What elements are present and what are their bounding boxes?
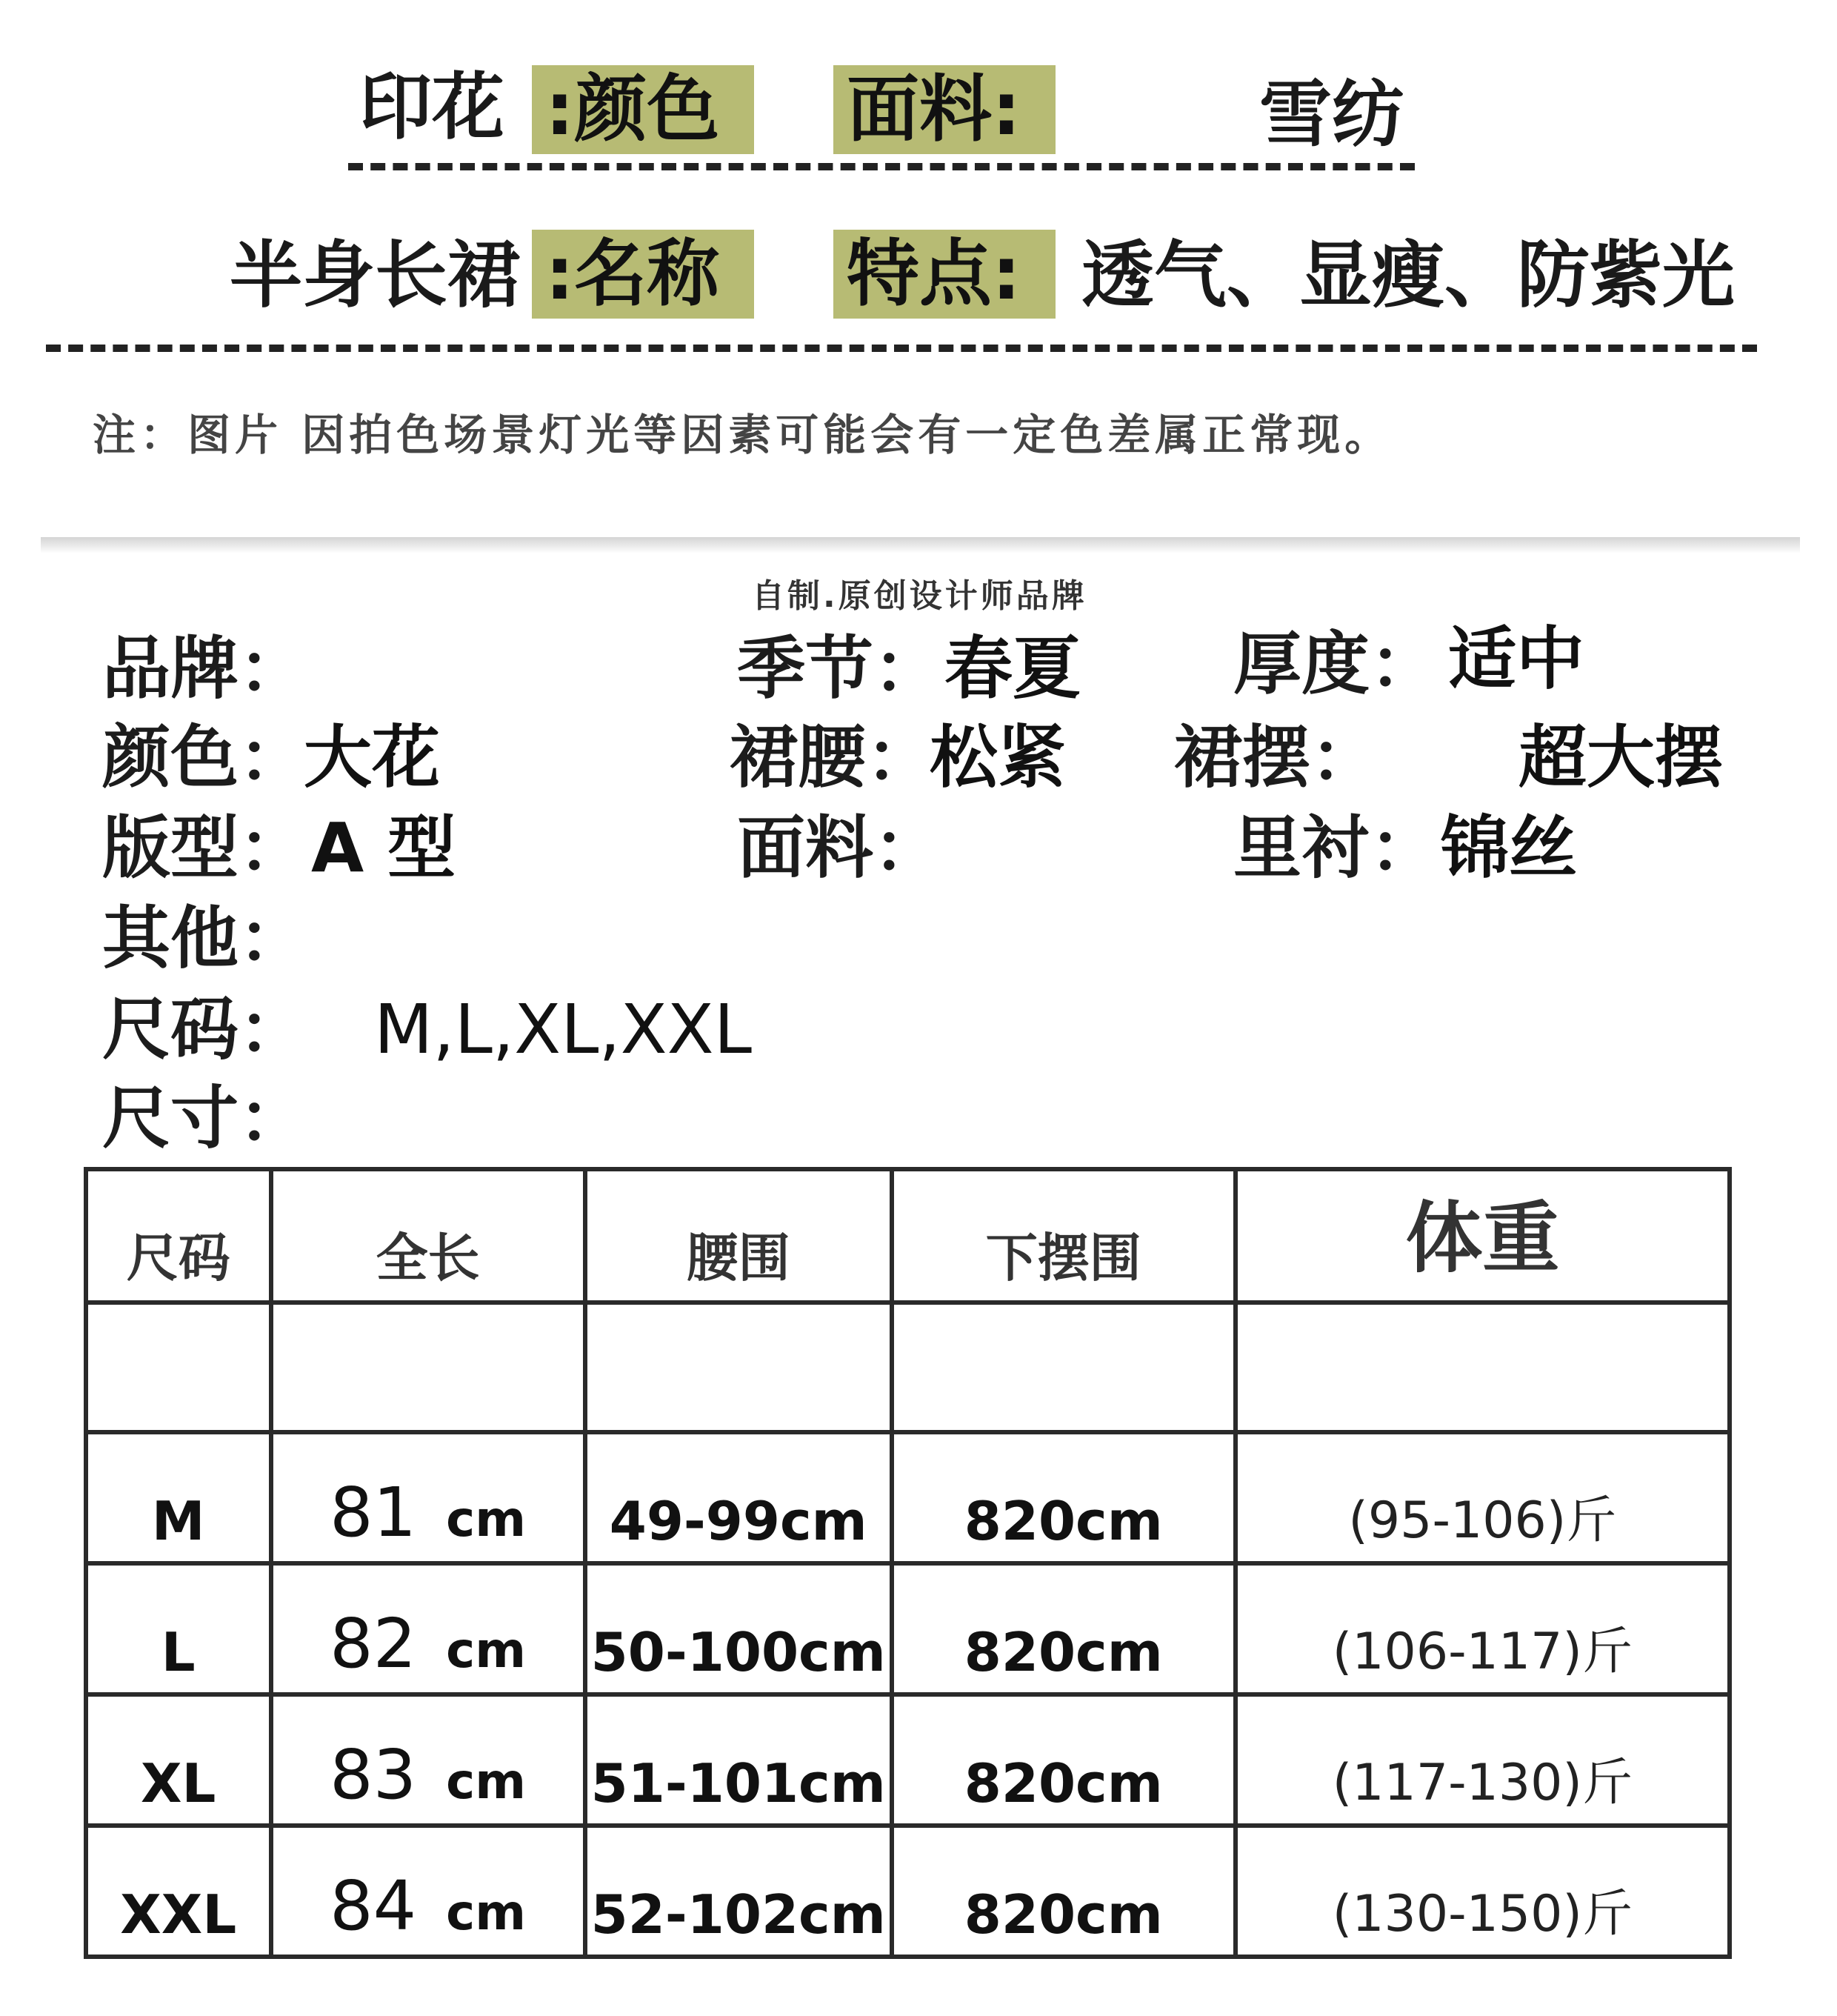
sizes-value: M,L,XL,XXL xyxy=(374,990,752,1069)
row-weight: (106-117)斤 xyxy=(1236,1563,1730,1694)
sizes-label: 尺码： xyxy=(102,990,307,1069)
name-label: :名称 xyxy=(532,230,754,319)
lining-label: 里衬： xyxy=(1233,808,1438,888)
other-label: 其他： xyxy=(102,899,307,978)
length-unit: cm xyxy=(446,1753,527,1810)
brand-label: 品牌： xyxy=(102,629,307,708)
fabric-label: 面料: xyxy=(833,65,1056,154)
row-waist: 49-99cm xyxy=(585,1432,892,1563)
season-value: 春夏 xyxy=(944,629,1081,708)
fabric-value: 雪纺 xyxy=(1259,73,1405,157)
row-weight: (95-106)斤 xyxy=(1236,1432,1730,1563)
row-waist: 51-101cm xyxy=(585,1694,892,1826)
waist-label: 裙腰： xyxy=(730,718,935,797)
length-value: 81 xyxy=(330,1473,417,1552)
hem-value: 超大摆 xyxy=(1518,718,1724,797)
table-header-row xyxy=(86,1169,1730,1303)
thickness-label: 厚度： xyxy=(1233,625,1438,704)
color-difference-note: 注：图片 因拍色场景灯光等因素可能会有一定色差属正常现。 xyxy=(93,410,1393,460)
row-size: L xyxy=(86,1563,271,1694)
length-value: 84 xyxy=(330,1866,417,1946)
feature-label: 特点: xyxy=(833,230,1056,319)
row-length xyxy=(271,1826,585,1957)
row-waist: 52-102cm xyxy=(585,1826,892,1957)
row-size: M xyxy=(86,1432,271,1563)
row-weight: (130-150)斤 xyxy=(1236,1826,1730,1957)
waist-value: 松紧 xyxy=(930,718,1067,797)
length-unit: cm xyxy=(446,1491,527,1548)
feature-value: 透气、显瘦、防紫光 xyxy=(1081,233,1736,318)
color-attr-label: 颜色： xyxy=(102,718,307,797)
row-hem: 820cm xyxy=(892,1694,1236,1826)
table-cell xyxy=(271,1303,585,1432)
row-length xyxy=(271,1694,585,1826)
row-size: XL xyxy=(86,1694,271,1826)
table-row xyxy=(86,1826,1730,1957)
row-waist: 50-100cm xyxy=(585,1563,892,1694)
row-weight: (117-130)斤 xyxy=(1236,1694,1730,1826)
fit-value: A 型 xyxy=(311,808,456,888)
table-row xyxy=(86,1694,1730,1826)
header-waist: 腰围 xyxy=(585,1169,892,1303)
header-length: 全长 xyxy=(271,1169,585,1303)
length-unit: cm xyxy=(446,1622,527,1679)
table-row xyxy=(86,1563,1730,1694)
dimensions-label: 尺寸： xyxy=(102,1079,307,1158)
length-unit: cm xyxy=(446,1884,527,1941)
divider-dashed-2 xyxy=(46,345,1757,352)
lining-value: 锦丝 xyxy=(1441,808,1578,888)
row-hem: 820cm xyxy=(892,1563,1236,1694)
row-size: XXL xyxy=(86,1826,271,1957)
size-table xyxy=(84,1167,1732,1959)
color-attr-value: 大花 xyxy=(304,718,441,797)
brand-subtitle: 自制.原创设计师品牌 xyxy=(752,577,1087,615)
print-label: 印花 xyxy=(359,65,505,150)
length-value: 83 xyxy=(330,1735,417,1814)
section-divider xyxy=(41,537,1800,553)
thickness-value: 适中 xyxy=(1448,619,1585,699)
table-cell xyxy=(86,1303,271,1432)
row-hem: 820cm xyxy=(892,1432,1236,1563)
row-length xyxy=(271,1563,585,1694)
header-hem: 下摆围 xyxy=(892,1169,1236,1303)
material-label: 面料： xyxy=(737,808,942,888)
table-cell xyxy=(1236,1303,1730,1432)
table-cell xyxy=(892,1303,1236,1432)
skirt-name-value: 半身长裙 xyxy=(230,233,521,318)
row-hem: 820cm xyxy=(892,1826,1236,1957)
table-row xyxy=(86,1432,1730,1563)
hem-label: 裙摆： xyxy=(1174,718,1379,797)
table-cell xyxy=(585,1303,892,1432)
divider-dashed-1 xyxy=(348,163,1415,170)
header-weight: 体重 xyxy=(1236,1169,1730,1303)
row-length xyxy=(271,1432,585,1563)
table-row-empty xyxy=(86,1303,1730,1432)
color-label: :颜色 xyxy=(532,65,754,154)
header-size: 尺码 xyxy=(86,1169,271,1303)
fit-label: 版型： xyxy=(102,808,307,888)
season-label: 季节： xyxy=(737,629,942,708)
length-value: 82 xyxy=(330,1604,417,1683)
